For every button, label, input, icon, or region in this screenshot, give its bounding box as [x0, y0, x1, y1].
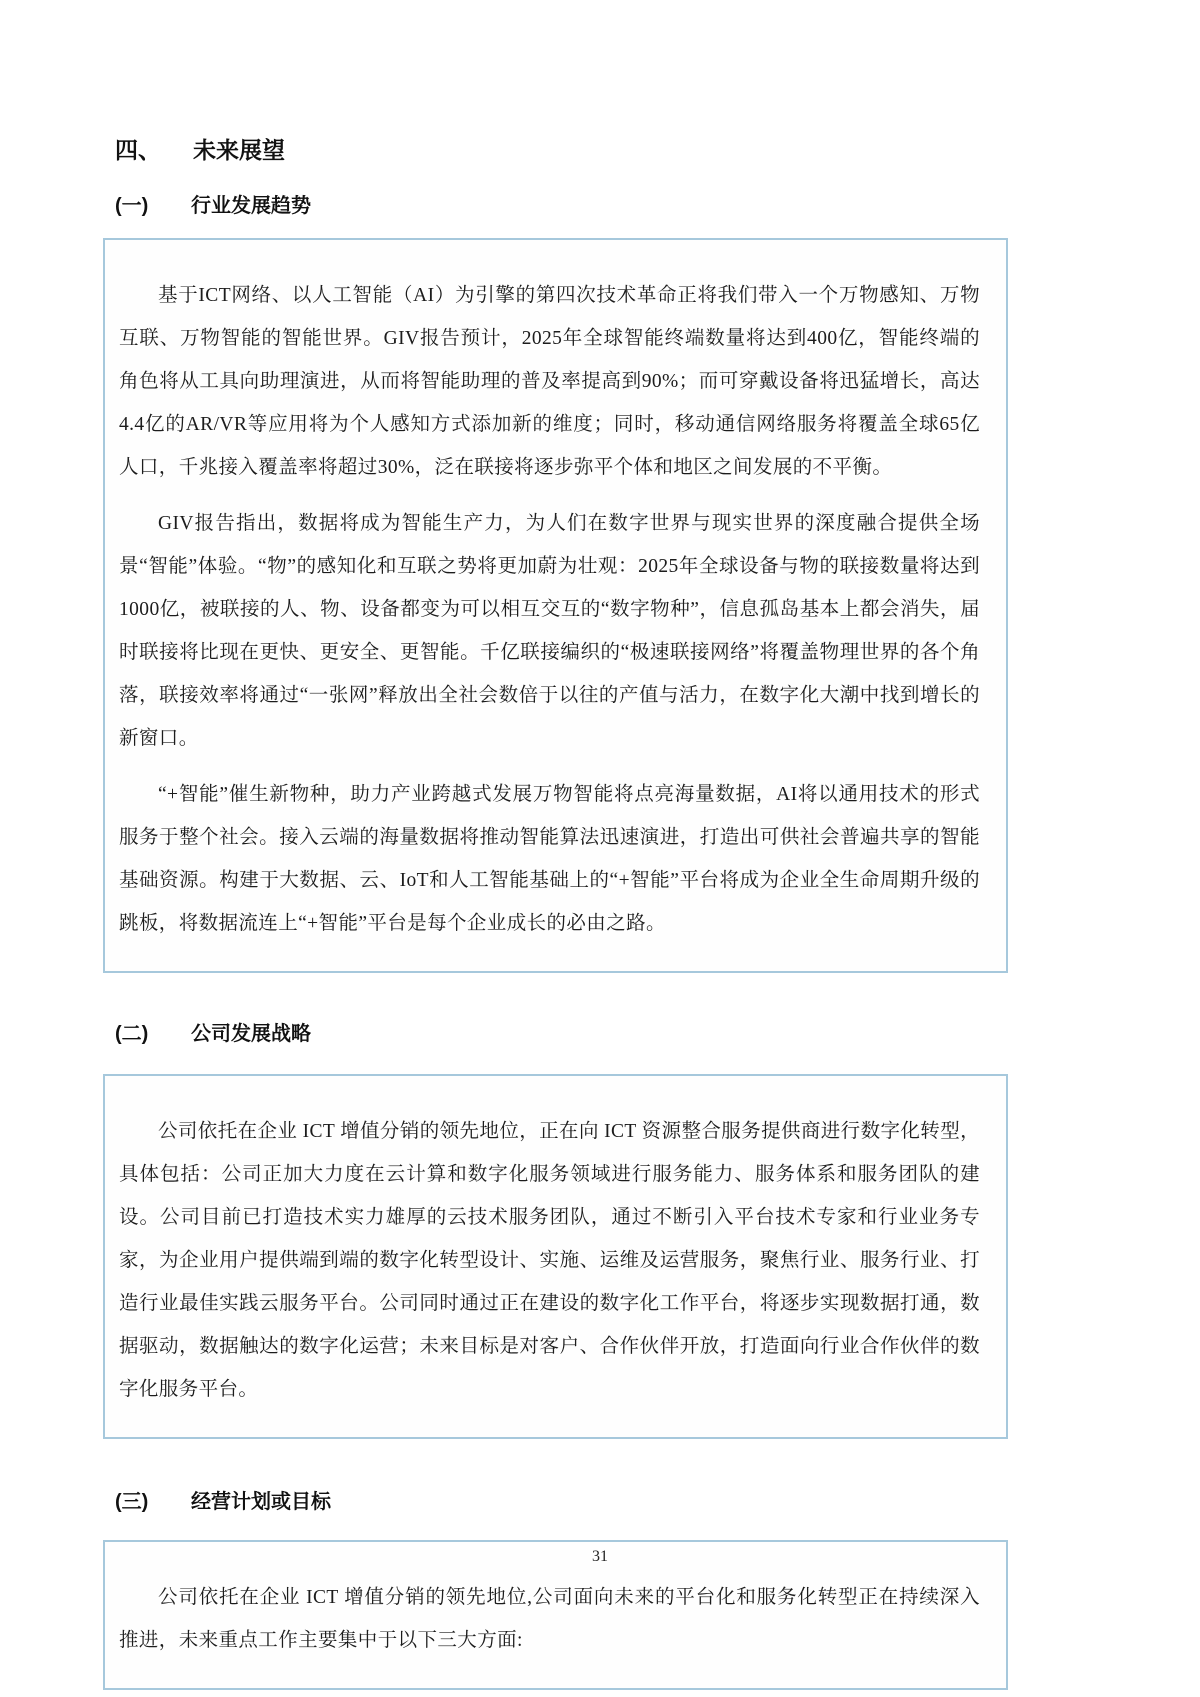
subsection-title: 行业发展趋势 [191, 195, 311, 217]
document-content [103, 0, 1008, 1690]
subsection-heading-company-strategy [103, 1017, 1008, 1046]
subsection-number: (三) [115, 1491, 149, 1513]
subsection-title: 公司发展战略 [191, 1023, 311, 1045]
subsection-heading-business-plan [103, 1485, 1008, 1514]
industry-trends-textbox [103, 238, 1008, 973]
subsection-title: 经营计划或目标 [191, 1491, 331, 1513]
section-heading-title: 未来展望 [193, 137, 285, 163]
paragraph: 公司依托在企业 ICT 增值分销的领先地位，正在向 ICT 资源整合服务提供商进行数字化转型，具体包括：公司正加大力度在云计算和数字化服务领域进行服务能力、服务体系和服务团队的建设。公司目前已打造技术实力雄厚的云技术服务团队，通过不断引入平台技术专家和行业业务专家，为企业用户提供端到端的数字化转型设计、实施、运维及运营服务，聚焦行业、服务行业、打造行业最佳实践云服务平台。公司同时通过正在建设的数字化工作平台，将逐步实现数据打通，数据驱动，数据触达的数字化运营；未来目标是对客户、合作伙伴开放，打造面向行业合作伙伴的数字化服务平台。 [119, 1121, 980, 1400]
subsection-number: (二) [115, 1023, 149, 1045]
company-strategy-textbox [103, 1074, 1008, 1439]
page-number: 31 [592, 1548, 608, 1565]
paragraph: “+智能”催生新物种，助力产业跨越式发展万物智能将点亮海量数据，AI将以通用技术的形式服务于整个社会。接入云端的海量数据将推动智能算法迅速演进，打造出可供社会普遍共享的智能基础资源。构建于大数据、云、IoT和人工智能基础上的“+智能”平台将成为企业全生命周期升级的跳板，将数据流连上“+智能”平台是每个企业成长的必由之路。 [119, 784, 980, 934]
subsection-heading-industry-trends [103, 189, 1008, 218]
section-heading [103, 132, 1008, 165]
subsection-number: (一) [115, 195, 149, 217]
paragraph: GIV报告指出，数据将成为智能生产力，为人们在数字世界与现实世界的深度融合提供全场景“智能”体验。“物”的感知化和互联之势将更加蔚为壮观：2025年全球设备与物的联接数量将达到1000亿，被联接的人、物、设备都变为可以相互交互的“数字物种”，信息孤岛基本上都会消失，届时联接将比现在更快、更安全、更智能。千亿联接编织的“极速联接网络”将覆盖物理世界的各个角落，联接效率将通过“一张网”释放出全社会数倍于以往的产值与活力，在数字化大潮中找到增长的新窗口。 [119, 513, 980, 749]
section-heading-number: 四、 [115, 137, 161, 163]
paragraph: 基于ICT网络、以人工智能（AI）为引擎的第四次技术革命正将我们带入一个万物感知、万物互联、万物智能的智能世界。GIV报告预计，2025年全球智能终端数量将达到400亿，智能终端的角色将从工具向助理演进，从而将智能助理的普及率提高到90%；而可穿戴设备将迅猛增长，高达4.4亿的AR/VR等应用将为个人感知方式添加新的维度；同时，移动通信网络服务将覆盖全球65亿人口，千兆接入覆盖率将超过30%，泛在联接将逐步弥平个体和地区之间发展的不平衡。 [119, 285, 980, 478]
paragraph: 公司依托在企业 ICT 增值分销的领先地位,公司面向未来的平台化和服务化转型正在持续深入推进，未来重点工作主要集中于以下三大方面: [119, 1587, 980, 1651]
